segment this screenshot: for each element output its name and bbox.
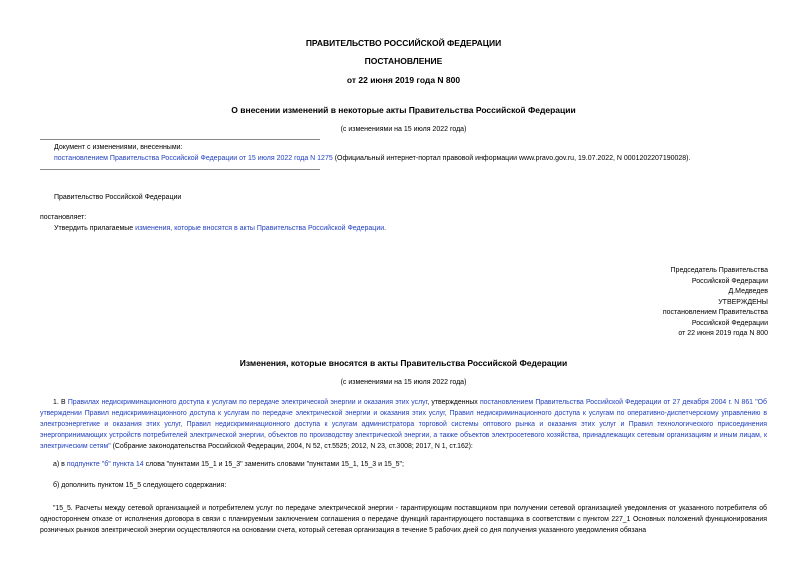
signature-line: постановлением Правительства <box>662 309 768 316</box>
rules-link[interactable]: Правилах недискриминационного доступа к услугам по передаче электрической энергии и оказания этих услуг <box>67 399 428 406</box>
paragraph-15-5 <box>40 503 767 536</box>
pa-text: а) в <box>53 461 67 468</box>
p4-text: "15_5. Расчеты между сетевой организацией и потребителем услуг по передаче электрической энергии - гарантирующим поставщиком при получении сетевой организацией уведомления от указанного потребителя об одностороннем отказе от исполнения договора в связи с планируемым заключением соглашения о передаче функций гарантирующего поставщика в соответствии с пунктом 227_1 Основных положений функционирования розничных рынков электрической энергии осуществляются на основании счета, который сетевая организация в течение 5 рабочих дней со дня получения указанного уведомления обязана <box>40 505 767 534</box>
approve-prefix: Утвердить прилагаемые <box>54 225 136 232</box>
p1-text: , утвержденных <box>427 399 480 406</box>
approve-link[interactable]: изменения, которые вносятся в акты Правительства Российской Федерации <box>135 225 385 232</box>
pa-text: слова "пунктами 15_1 и 15_3" заменить словами "пунктами 15_1, 15_3 и 15_5"; <box>143 461 404 468</box>
document-type: ПОСТАНОВЛЕНИЕ <box>364 56 443 66</box>
government-heading: ПРАВИТЕЛЬСТВО РОССИЙСКОЙ ФЕДЕРАЦИИ <box>305 38 502 48</box>
amend-box-bottom-rule <box>40 169 320 170</box>
paragraph-b: б) дополнить пунктом 15_5 следующего содержания: <box>53 482 227 489</box>
p1-text: (Собрание законодательства Российской Федерации, 2004, N 52, ст.5525; 2012, N 23, ст.3008; 2017, N 1, ст.162): <box>110 443 473 450</box>
p1-text: 1. В <box>53 399 68 406</box>
signature-line: Д.Медведев <box>728 288 768 295</box>
annex-title: Изменения, которые вносятся в акты Правительства Российской Федерации <box>239 358 568 368</box>
signature-line: Председатель Правительства <box>670 267 768 274</box>
amend-source: (Официальный интернет-портал правовой информации www.pravo.gov.ru, 19.07.2022, N 0001202207190028). <box>332 155 691 162</box>
signature-block <box>663 266 768 340</box>
amend-box-top-rule <box>40 139 320 140</box>
approve-suffix: . <box>384 225 387 232</box>
document-date-number: от 22 июня 2019 года N 800 <box>346 75 461 85</box>
paragraph-1 <box>40 397 767 452</box>
paragraph-a <box>53 460 404 469</box>
document-title: О внесении изменений в некоторые акты Правительства Российской Федерации <box>231 105 576 115</box>
amend-box-line <box>54 154 774 163</box>
issuer: Правительство Российской Федерации <box>54 194 182 201</box>
approval-stamp: УТВЕРЖДЕНЫ <box>718 298 768 306</box>
decides-label: постановляет: <box>40 214 87 221</box>
approve-clause <box>54 224 386 233</box>
signature-line: Российской Федерации <box>691 277 768 285</box>
amend-link[interactable]: постановлением Правительства Российской Федерации от 15 июля 2022 года N 1275 <box>54 155 333 162</box>
subparagraph-link[interactable]: подпункте "б" пункта 14 <box>66 461 144 468</box>
amend-box-label: Документ с изменениями, внесенными: <box>54 144 183 151</box>
signature-line: от 22 июня 2019 года N 800 <box>678 330 768 337</box>
signature-line: Российской Федерации <box>691 319 768 327</box>
annex-revision: (с изменениями на 15 июля 2022 года) <box>340 379 467 386</box>
decree-861-link[interactable]: постановлением Правительства Российской Федерации от 27 декабря 2004 г. N 861 "Об утверждении Правил недискриминационного доступа к услугам по передаче электрической энергии и оказания этих услуг, Правил недискриминационного доступа к услугам по оперативно-диспетчерскому управлению в электроэнергетике и оказания этих услуг, Правил недискриминационного доступа к услугам администратора торговой системы оптового рынка и оказания этих услуг и Правил технологического присоединения энергопринимающих устройств потребителей электрической энергии, объектов по производству электрической энергии, а также объектов электросетевого хозяйства, принадлежащих сетевым организациям и иным лицам, к электрическим сетям" <box>40 399 767 450</box>
revision-note: (с изменениями на 15 июля 2022 года) <box>340 126 467 133</box>
